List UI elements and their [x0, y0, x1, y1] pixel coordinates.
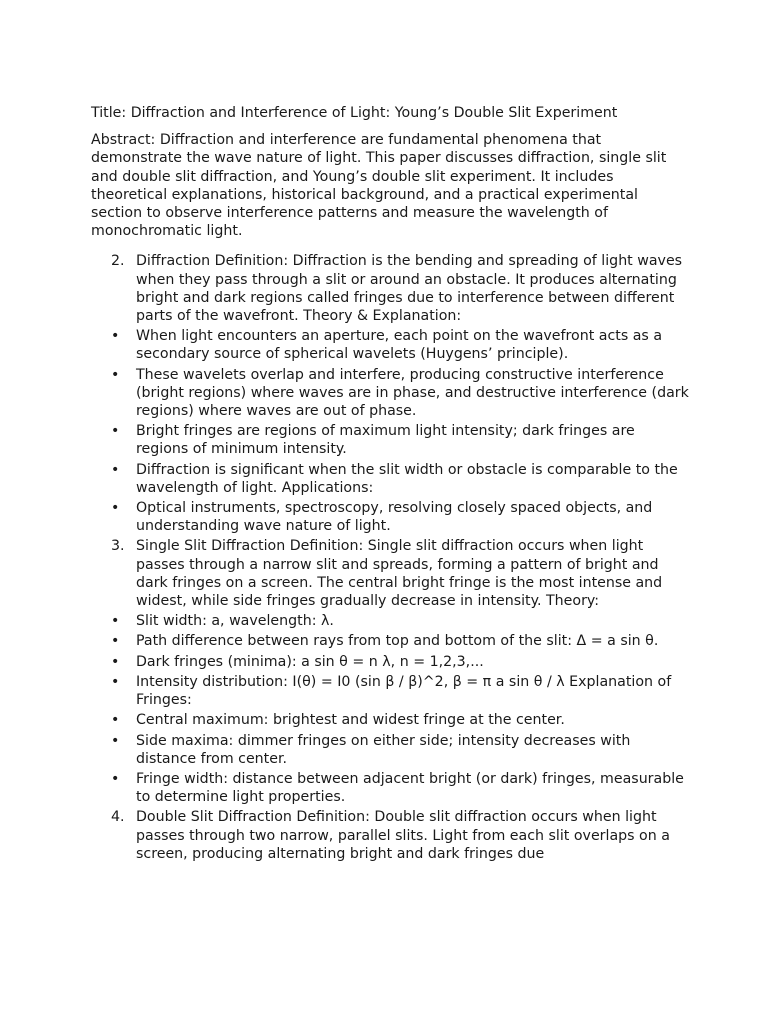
bullet-marker: •: [111, 712, 120, 729]
list-item: [91, 711, 691, 729]
list-item-text: Dark fringes (minima): a sin θ = n λ, n = 1,2,3,...: [136, 653, 484, 670]
list-item-text: These wavelets overlap and interfere, producing constructive interference (bright regions) where waves are in phase, and destructive interference (dark regions) where waves are out of phase.: [136, 366, 689, 420]
list-item: [91, 612, 691, 630]
bullet-marker: •: [111, 328, 120, 345]
list-item: [91, 653, 691, 671]
document-page: [91, 104, 691, 865]
list-item: [91, 537, 691, 610]
abstract-paragraph: Abstract: Diffraction and interference are fundamental phenomena that demonstrate the wave nature of light. This paper discusses diffraction, single slit and double slit diffraction, and Young’s double slit experiment. It includes theoretical explanations, historical background, and a practical experimental section to observe interference patterns and measure the wavelength of monochromatic light.: [91, 132, 667, 240]
list-item: [91, 673, 691, 709]
list-item: [91, 499, 691, 535]
list-item: [91, 327, 691, 363]
list-item-text: Central maximum: brightest and widest fringe at the center.: [136, 712, 565, 729]
list-item: [91, 252, 691, 325]
content-list: [91, 252, 691, 863]
bullet-marker: •: [111, 770, 120, 787]
list-item: [91, 770, 691, 806]
bullet-marker: •: [111, 673, 120, 690]
bullet-marker: •: [111, 653, 120, 670]
list-item-text: Diffraction Definition: Diffraction is the bending and spreading of light waves when they pass through a slit or around an obstacle. It produces alternating bright and dark regions called fringes due to interference between different parts of the wavefront. Theory & Explanation:: [136, 253, 683, 325]
bullet-marker: •: [111, 423, 120, 440]
document-title: Title: Diffraction and Interference of Light: Young’s Double Slit Experiment: [91, 105, 618, 121]
list-item: [91, 366, 691, 421]
list-item-text: Single Slit Diffraction Definition: Single slit diffraction occurs when light passes through a narrow slit and spreads, forming a pattern of bright and dark fringes on a screen. The central bright fringe is the most intense and widest, while side fringes gradually decrease in intensity. Theory:: [136, 538, 663, 610]
bullet-marker: •: [111, 613, 120, 630]
list-item-text: Intensity distribution: I(θ) = I0 (sin β / β)^2, β = π a sin θ / λ Explanation of Fringes:: [136, 673, 672, 709]
list-item-text: When light encounters an aperture, each point on the wavefront acts as a secondary source of spherical wavelets (Huygens’ principle).: [136, 328, 663, 363]
list-item-text: Bright fringes are regions of maximum light intensity; dark fringes are regions of minimum intensity.: [136, 423, 635, 458]
list-item: [91, 632, 691, 650]
list-item: [91, 732, 691, 768]
list-number: 4.: [111, 809, 125, 826]
list-item-text: Side maxima: dimmer fringes on either side; intensity decreases with distance from center.: [136, 732, 631, 767]
bullet-marker: •: [111, 366, 120, 383]
list-number: 3.: [111, 538, 125, 555]
list-item: [91, 808, 691, 863]
list-item-text: Optical instruments, spectroscopy, resolving closely spaced objects, and understanding wave nature of light.: [136, 500, 653, 535]
bullet-marker: •: [111, 732, 120, 749]
list-item-text: Diffraction is significant when the slit width or obstacle is comparable to the wavelength of light. Applications:: [136, 461, 678, 496]
list-item-text: Double Slit Diffraction Definition: Double slit diffraction occurs when light passes through two narrow, parallel slits. Light from each slit overlaps on a screen, producing alternating bright and dark fringes due: [136, 809, 670, 862]
list-item: [91, 461, 691, 497]
list-item-text: Slit width: a, wavelength: λ.: [136, 613, 334, 630]
list-item-text: Path difference between rays from top and bottom of the slit: Δ = a sin θ.: [136, 633, 659, 650]
list-item-text: Fringe width: distance between adjacent bright (or dark) fringes, measurable to determine light properties.: [136, 770, 684, 806]
list-item: [91, 422, 691, 458]
bullet-marker: •: [111, 461, 120, 478]
list-number: 2.: [111, 253, 125, 270]
bullet-marker: •: [111, 633, 120, 650]
bullet-marker: •: [111, 500, 120, 517]
